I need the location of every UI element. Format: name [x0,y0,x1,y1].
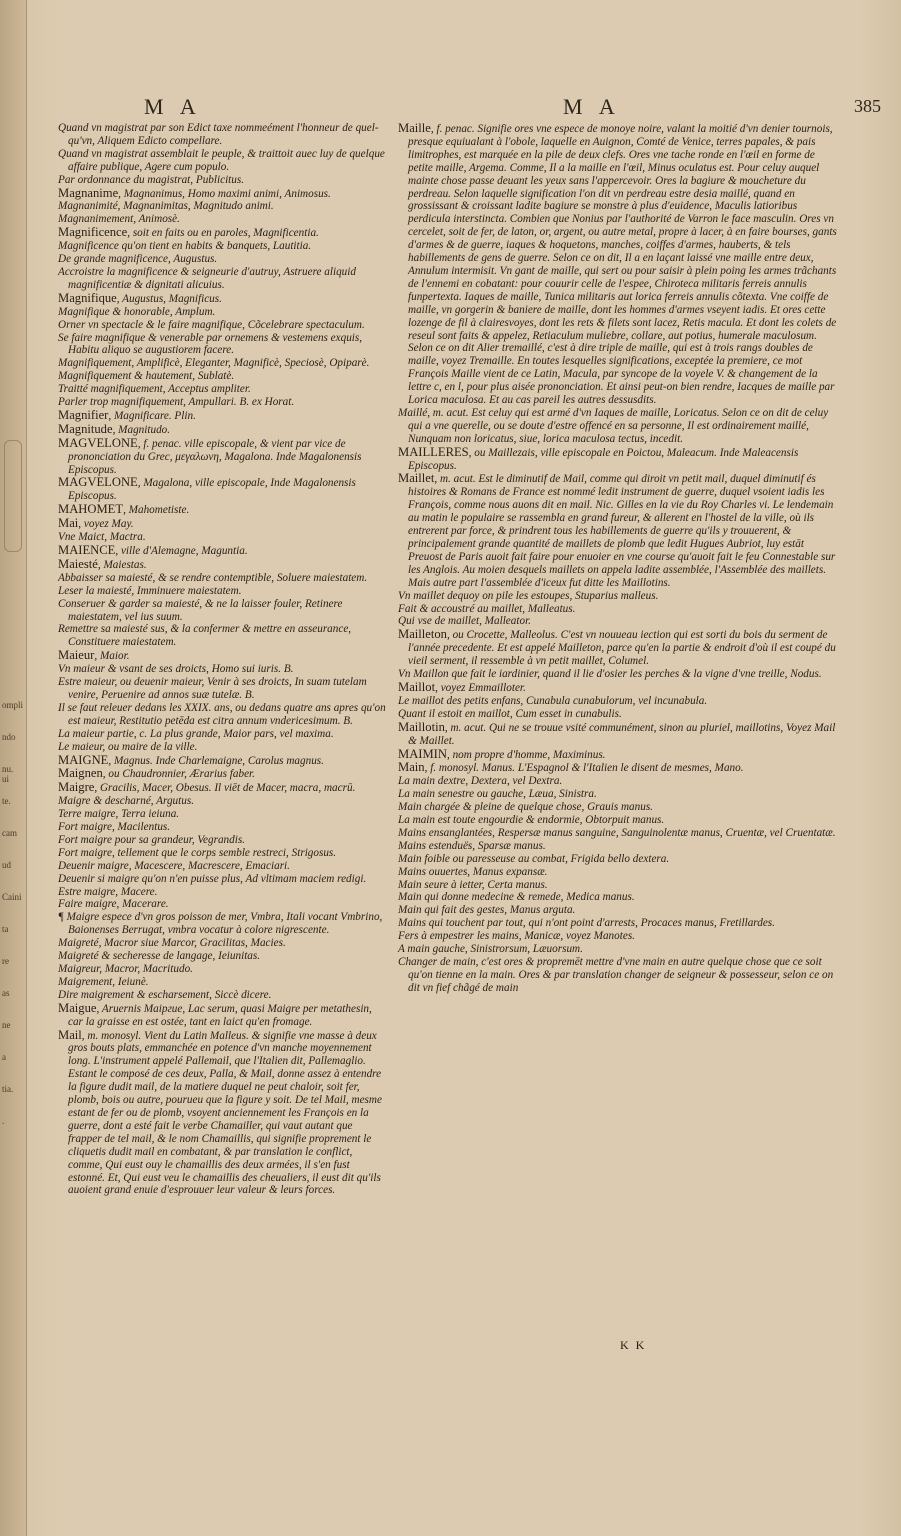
entry-text: Le maieur, ou maire de la ville. [58,740,198,753]
dictionary-entry [398,879,840,892]
entry-text: Terre maigre, Terra ieiuna. [58,808,180,821]
margin-fragment: . [2,1116,5,1126]
dictionary-entry [398,827,840,840]
dictionary-entry [398,814,840,827]
entry-text: Fort maigre, Macilentus. [58,821,171,834]
dictionary-entry [58,253,388,266]
entry-text: , Mahometiste. [123,504,190,517]
entry-text: Orner vn spectacle & le faire magnifique, Cõcelebrare spectaculum. [58,318,365,331]
margin-fragment: re [2,956,9,966]
dictionary-entry [58,886,388,899]
entry-text: A main gauche, Sinistrorsum, Læuorsum. [398,943,583,956]
entry-text: Quant il estoit en maillot, Cum esset in cunabulis. [398,707,622,720]
entry-text: Maigrement, Ieiunè. [58,975,149,988]
dictionary-entry [398,615,840,628]
dictionary-entry [58,911,388,937]
dictionary-entry [398,761,840,775]
entry-text: Dire maigrement & escharsement, Siccè dicere. [58,988,272,1001]
dictionary-entry [398,917,840,930]
entry-headword: Maignen [58,766,103,781]
dictionary-entry [398,603,840,616]
dictionary-entry [398,748,840,762]
entry-headword: Maieur [58,648,95,663]
entry-text: Le maillot des petits enfans, Cunabula cunabulorum, vel incunabula. [398,694,708,707]
entry-text: Maigreur, Macror, Macritudo. [58,963,193,975]
entry-text: , Maior. [94,650,130,663]
entry-text: , m. monosyl. Vient du Latin Malleus. & signifie vne masse à deux gros bouts plats, emmanchée en potence d'vn manche moyennement long. L'instrument appelé Pallemail, que l'Italien dit, Pallemaglio. Estant le composé de ces deux, Palla, & Mail, donne assez à entendre la figure dudit mail, de la matiere duquel ne peut chaloir, soit fer, plomb, bois ou autre, pourueu que la figure y soit. De tel Mail, mesme estant de fer ou de plomb, vsoyent anciennement les François en la guerre, dont a esté fait le verbe Chamailler, qui vaut autant que frapper de tel mail, & le nom Chamaillis, qui signifie proprement le cliquetis dudit mail en combatant, & par translation le conflict, comme, Qui eust ouy le chamaillis des deux armées, il s'en fust estonné. Et, Qui eust veu le chamaillis des cheualiers, il eust dit qu'ils auoient grand enuie d'esprouuer leur valeur & leurs forces. [68,1029,382,1197]
dictionary-entry [398,446,840,473]
entry-text: Accroistre la magnificence & seigneurie d'autruy, Astruere aliquid magnificentiæ & dignitati alicuius. [58,265,356,291]
dictionary-entry [58,200,388,213]
dictionary-entry [58,834,388,847]
dictionary-entry [58,122,388,148]
dictionary-entry [58,702,388,728]
entry-text: , soit en faits ou en paroles, Magnificentia. [127,227,319,240]
dictionary-entry [58,503,388,517]
entry-text: Magnificence qu'on tient en habits & banquets, Lautitia. [58,240,312,253]
entry-headword: Mail [58,1027,82,1042]
dictionary-entry [58,306,388,319]
dictionary-entry [58,585,388,598]
dictionary-entry [398,891,840,904]
entry-text: Main qui donne medecine & remede, Medica manus. [398,891,635,904]
entry-text: La main dextre, Dextera, vel Dextra. [398,775,563,788]
dictionary-entry [398,472,840,589]
entry-headword: Maillotin [398,719,445,734]
entry-headword: MAIENCE [58,543,116,557]
entry-headword: Maigue [58,1000,97,1015]
dictionary-entry [398,590,840,603]
dictionary-entry [58,754,388,768]
entry-text: Conseruer & garder sa maiesté, & ne la laisser fouler, Retinere maiestatem, vel ius suum. [58,597,343,623]
entry-text: Traitté magnifiquement, Acceptus ampliter. [58,383,251,396]
dictionary-entry [398,943,840,956]
entry-headword: MAGVELONE [58,435,138,450]
entry-headword: Magnitude [58,421,113,436]
entry-text: Maillé, m. acut. Est celuy qui est armé d'vn Iaques de maille, Loricatus. Selon ce on dit de celuy qui a vne querelle, ou se doute d'estre offencé en sa personne, Il est ordinairement maillé, Nunquam non loricatus, siue, lorica maculosa tectus, incedit. [398,406,829,445]
running-head-left: M A [144,94,202,119]
dictionary-entry [398,668,840,681]
dictionary-entry [58,1029,388,1198]
entry-text: Remettre sa maiesté sus, & la confermer & mettre en asseurance, Constituere maiestatem. [58,623,352,649]
entry-text: Maigre & descharné, Argutus. [58,795,194,808]
dictionary-entry [398,708,840,721]
margin-fragment: tia. [2,1084,14,1094]
dictionary-entry [58,423,388,437]
entry-text: Il se faut releuer dedans les XXIX. ans, ou dedans quatre ans apres qu'on est maieur, Restitutio petēda est citra annum vndericesimum. B. [58,701,386,727]
entry-text: Main qui fait des gestes, Manus arguta. [398,904,576,917]
entry-text: , Magalona, ville episcopale, Inde Magalonensis Episcopus. [68,477,356,503]
entry-text: Magnanimité, Magnanimitas, Magnitudo animi. [58,200,274,213]
dictionary-entry [398,904,840,917]
entry-text: Main chargée & pleine de quelque chose, Grauis manus. [398,801,653,814]
entry-text: , voyez Emmailloter. [435,681,526,694]
dictionary-entry [58,676,388,702]
dictionary-entry [58,963,388,976]
entry-text: Magnanimement, Animosè. [58,213,180,226]
adjacent-page-edge [0,0,27,1536]
entry-text: Changer de main, c'est ores & propremēt mettre d'vne main en autre quelque chose que ce soit qu'on tienne en la main. Ores & par translation changer de seigneur & possesseur, selon ce on dit vn fief chãgé de main [398,956,834,994]
dictionary-entry [58,437,388,477]
entry-text: , Augustus, Magnificus. [116,292,222,305]
entry-text: , Magnanimus, Homo maximi animi, Animosus. [118,187,331,200]
entry-text: , f. penac. Signifie ores vne espece de monoye noire, valant la moitié d'vn denier tournois, presque equiualant à l'obole, laquelle en Auignon, Comté de Venice, terres papales, & pais limitrophes, est marquée en la pile de deux clefs. Ores vne tache ronde en l'œil en forme de petite maille, Argema. Comme, Il a la maille en l'œil, Minus oculatus est. Pour celuy auquel mainte chose passe deuant les yeux sans l'appercevoir. Ores la bagiure & moucheture du perdreau. Selon laquelle signification l'on dit vn perdreau estre desia maillé, quand en grossissant & croissant ladite bagiure se monstre à plus d'euidence, Maculis latioribus perdicula interstincta. Combien que Nonius par l'authorité de Varron le face masculin. Ores vn cercelet, soit de fer, de laton, or, argent, ou autre metal, propre à lacer, à en faire bourses, gants d'armes & de guerre, iaques & hoquetons, manches, coiffes d'armes, hauberts, & tels habillements de gens de guerre. Selon ce on dit, Il a en laçant laissé vne maille entre deux, Annulum intermisit. Vn gant de maille, qui sert ou pour saisir à plein poing les armes trãchants de l'ennemi en cobatant: pour couurir celle de l'espee, Chiroteca militaris ferreis annulis funpertexta. Iaques de maille, Tunica militaris aut lorica ferreis annulis cõtexta. Vne coiffe de maille, vn gorgerin & baniere de maille, dont les hommes d'armes vseyent iadis. Et ores cette lozenge de fil à clairesvoyes, dont les rets & filets sont lacez, Retis macula. Et dont les colets de reseul sont faits & appelez, Retiaculum muliebre, collare, aut potius, humerale maculosum. Selon ce on dit Alier tremaillé, c'est à dire triple de maille, qui est à trois rangs doubles de maille, voyez Tremaille. En toutes lesquelles significations, exceptée la premiere, ce mot François Maille vient de ce Latin, Macula, par syncope de la voyele V. & changement de la lettre c, en l, pour plus aisée prononciation. Et ainsi peut-on bien rendre, Iacques de maille par Lorica maculosa. Et au cas pareil les autres dessusdits. [408,123,837,407]
entry-text: Vn maieur & vsant de ses droicts, Homo sui iuris. B. [58,663,294,676]
margin-fragment: ompli [2,700,24,710]
entry-text: , Maiestas. [97,558,147,571]
entry-text: Maigreté & secheresse de langage, Ieiunitas. [58,950,261,963]
entry-text: , f. monosyl. Manus. L'Espagnol & l'Italien le disent de mesmes, Mano. [424,762,744,775]
dictionary-entry [58,226,388,240]
dictionary-entry [58,1002,388,1029]
dictionary-entry [58,266,388,292]
entry-headword: Magnifique [58,290,117,305]
dictionary-entry [58,409,388,423]
entry-text: , m. acut. Est le diminutif de Mail, comme qui diroit vn petit mail, duquel diminutif és histoires & Romans de France est nommé ledit instrument de guerre, duquel vsoient iadis les François, comme nous auons dit en mail. Nic. Gilles en la vie du Roy Charles vi. Le lendemain au matin le populaire se rassembla en grand fureur, & allerent en l'hostel de la ville, où ils entrerent par force, & prindrent tous les habillements de guerre qu'ils y trouuerent, & principalement grande quantité de maillets de plomb que ledit Hugues Aubriot, luy estāt Preuost de Paris auoit fait faire pour enuoier en vne course qu'auoit fait le feu Connestable sur les Anglois. Au moien desquels maillets on appela ladite assemblée, l'Assemblée des maillets. Mais autre part l'assemblée d'iceux fut ditte les Maillotins. [408,473,836,589]
entry-text: Abbaisser sa maiesté, & se rendre contemptible, Soluere maiestatem. [58,571,368,584]
entry-text: Se faire magnifique & venerable par ornemens & vestemens exquis, Habitu aliquo se augustiorem facere. [58,331,363,357]
entry-text: Mains estenduës, Sparsæ manus. [398,839,546,852]
ornament-fragment-icon [4,440,22,552]
entry-text: , m. acut. Qui ne se trouue vsité communément, sinon au pluriel, maillotins, Voyez Mail & Maillet. [408,721,836,747]
dictionary-entry [398,956,840,995]
entry-headword: Maiesté [58,556,98,571]
dictionary-entry [58,357,388,370]
dictionary-entry [58,292,388,306]
entry-text: De grande magnificence, Augustus. [58,253,218,266]
entry-text: , Magnitudo. [112,423,171,436]
dictionary-entry [58,240,388,253]
entry-text: Estre maigre, Macere. [58,885,158,898]
entry-text: Mains ouuertes, Manus expansæ. [398,865,548,878]
entry-text: Main seure à ietter, Certa manus. [398,878,548,891]
entry-text: Fort maigre pour sa grandeur, Vegrandis. [58,833,245,846]
entry-text: Qui vse de maillet, Malleator. [398,615,531,628]
dictionary-entry [58,332,388,358]
dictionary-entry [398,122,840,407]
entry-headword: MAHOMET [58,502,124,517]
entry-text: , Magnificare. Plin. [108,409,196,422]
entry-text: Fers à empestrer les mains, Manicæ, voyez Manotes. [398,930,635,943]
entry-text: Fort maigre, tellement que le corps semble restreci, Strigosus. [58,846,337,859]
right-column [398,122,840,995]
dictionary-entry [58,937,388,950]
dictionary-entry [58,860,388,873]
dictionary-entry [58,873,388,886]
dictionary-entry [58,795,388,808]
dictionary-entry [58,598,388,624]
entry-text: Deuenir si maigre qu'on n'en puisse plus, Ad vltimam maciem redigi. [58,872,367,885]
dictionary-entry [398,775,840,788]
entry-headword: Maille [398,121,431,135]
margin-fragment: a [2,1052,6,1062]
entry-text: , Aruernis Maiргue, Lac serum, quasi Maigre per metathesin, car la graisse en est ostée, tant en laict qu'en fromage. [68,1002,372,1028]
margin-fragment: as [2,988,10,998]
entry-headword: MAIGNE [58,752,109,767]
entry-text: Parler trop magnifiquement, Ampullari. B. ex Horat. [58,396,295,409]
dictionary-entry [58,383,388,396]
entry-text: , ou Maillezais, ville episcopale en Poictou, Maleacum. Inde Maleacensis Episcopus. [408,446,799,472]
dictionary-entry [398,695,840,708]
entry-text: Fait & accoustré au maillet, Malleatus. [398,602,576,615]
margin-fragment: ta [2,924,9,934]
entry-text: Leser la maiesté, Imminuere maiestatem. [58,584,242,597]
entry-text: Magnifiquement & hautement, Sublatè. [58,370,235,383]
entry-text: ¶ Maigre espece d'vn gros poisson de mer, Vmbra, Itali vocant Vmbrino, Baionenses Berrugat, vmbra vocatur à colore nigrescente. [58,911,383,937]
entry-text: Maigreté, Macror siue Marcor, Gracilitas, Macies. [58,937,286,950]
entry-text: , ou Crocette, Malleolus. C'est vn nouueau iection qui est sorti du bois du serment de l'année precedente. Et est appelé Mailleton, parce qu'en la partie & endroit d'où il est coupé du vieil serment, il ressemble à vn petit maillet, Columel. [408,629,836,668]
dictionary-entry [58,476,388,503]
dictionary-entry [398,840,840,853]
dictionary-entry [58,847,388,860]
entry-headword: Mai [58,516,79,531]
entry-text: , Magnus. Inde Charlemaigne, Carolus magnus. [108,754,324,767]
dictionary-entry [58,187,388,201]
entry-text: Mains ensanglantées, Respersæ manus sanguine, Sanguinolentæ manus, Cruentæ, vel Cruentatæ. [398,826,836,839]
dictionary-entry [58,544,388,558]
entry-text: Quand vn magistrat par son Edict taxe nommeément l'honneur de quel-qu'vn, Aliquem Edicto compellare. [58,122,379,147]
margin-fragment: ud [2,860,11,870]
signature-mark: K K [620,1338,647,1352]
dictionary-entry [58,649,388,663]
dictionary-entry [58,572,388,585]
entry-headword: Maigre [58,780,95,795]
dictionary-entry [398,930,840,943]
entry-text: Vn Maillon que fait le iardinier, quand il lie d'osier les perches & la vigne d'vne treille, Nodus. [398,668,822,681]
dictionary-entry [398,407,840,446]
dictionary-entry [398,628,840,668]
entry-headword: Main [398,760,425,775]
dictionary-entry [58,623,388,649]
margin-fragment: Caini [2,892,22,902]
entry-text: , nom propre d'homme, Maximinus. [446,748,606,761]
entry-text: Mains qui touchent par tout, qui n'ont point d'arrests, Procaces manus, Fretillardes. [398,917,775,930]
entry-text: Magnifique & honorable, Amplum. [58,305,216,318]
dictionary-entry [58,148,388,174]
entry-headword: MAILLERES [398,444,469,459]
entry-text: , ville d'Alemagne, Maguntia. [115,545,248,557]
entry-text: La main senestre ou gauche, Læua, Sinistra. [398,788,597,801]
running-head-right: M A [563,94,621,119]
entry-text: Magnifiquement, Amplificè, Eleganter, Magnificè, Speciosè, Opiparè. [58,357,370,370]
entry-text: Vne Maict, Mactra. [58,531,146,544]
entry-headword: Magnanime [58,185,119,200]
dictionary-entry [58,989,388,1002]
dictionary-entry [58,976,388,989]
page-number: 385 [854,96,881,116]
dictionary-entry [398,853,840,866]
dictionary-entry [58,808,388,821]
entry-headword: Maillot [398,679,436,694]
margin-fragment: ndo [2,732,16,742]
entry-text: , voyez May. [78,518,134,531]
dictionary-entry [58,663,388,676]
entry-text: , Gracilis, Macer, Obesus. Il viēt de Macer, macra, macrū. [94,782,356,795]
entry-text: Vn maillet dequoy on pile les estoupes, Stuparius malleus. [398,589,659,602]
dictionary-entry [58,558,388,572]
entry-headword: Maillet [398,471,435,486]
entry-text: La maieur partie, c. La plus grande, Maior pars, vel maxima. [58,727,334,740]
entry-headword: Mailleton [398,627,447,642]
dictionary-entry [398,788,840,801]
margin-fragment: ne [2,1020,11,1030]
dictionary-entry [58,767,388,781]
margin-fragment: nu. ui [2,764,14,784]
dictionary-entry [398,721,840,748]
margin-fragment: te. [2,796,11,806]
entry-text: La main est toute engourdie & endormie, Obtorpuit manus. [398,814,665,827]
entry-text: Faire maigre, Macerare. [58,898,169,911]
entry-text: Estre maieur, ou deuenir maieur, Venir à ses droicts, In suam tutelam venire, Peruenire ad annos suæ tutelæ. B. [58,676,367,701]
dictionary-entry [58,950,388,963]
dictionary-entry [398,801,840,814]
entry-headword: MAIMIN [398,746,447,761]
left-column [58,122,388,1197]
entry-text: , ou Chaudronnier, Ærarius faber. [102,768,255,781]
entry-text: Main foible ou paresseuse au combat, Frigida bello dextera. [398,852,670,865]
entry-headword: Magnificence [58,225,128,240]
dictionary-entry [58,370,388,383]
dictionary-entry [58,781,388,795]
dictionary-entry [58,821,388,834]
dictionary-entry [58,517,388,531]
dictionary-entry [58,898,388,911]
dictionary-entry [58,728,388,741]
entry-text: , f. penac. ville episcopale, & vient par vice de prononciation du Grec, μεγαλωνη, Magalona. Inde Magalonensis Episcopus. [68,437,362,476]
dictionary-entry [58,319,388,332]
entry-headword: Magnifier [58,407,109,422]
dictionary-entry [398,681,840,695]
entry-text: Par ordonnance du magistrat, Publicitus. [58,173,245,186]
entry-text: Deuenir maigre, Macescere, Macrescere, Emaciari. [58,859,290,872]
dictionary-entry [398,866,840,879]
margin-fragment: cam [2,828,17,838]
entry-text: Quand vn magistrat assemblait le peuple, & traittoit auec luy de quelque affaire publique, Agere cum populo. [58,147,385,173]
entry-headword: MAGVELONE [58,475,138,490]
